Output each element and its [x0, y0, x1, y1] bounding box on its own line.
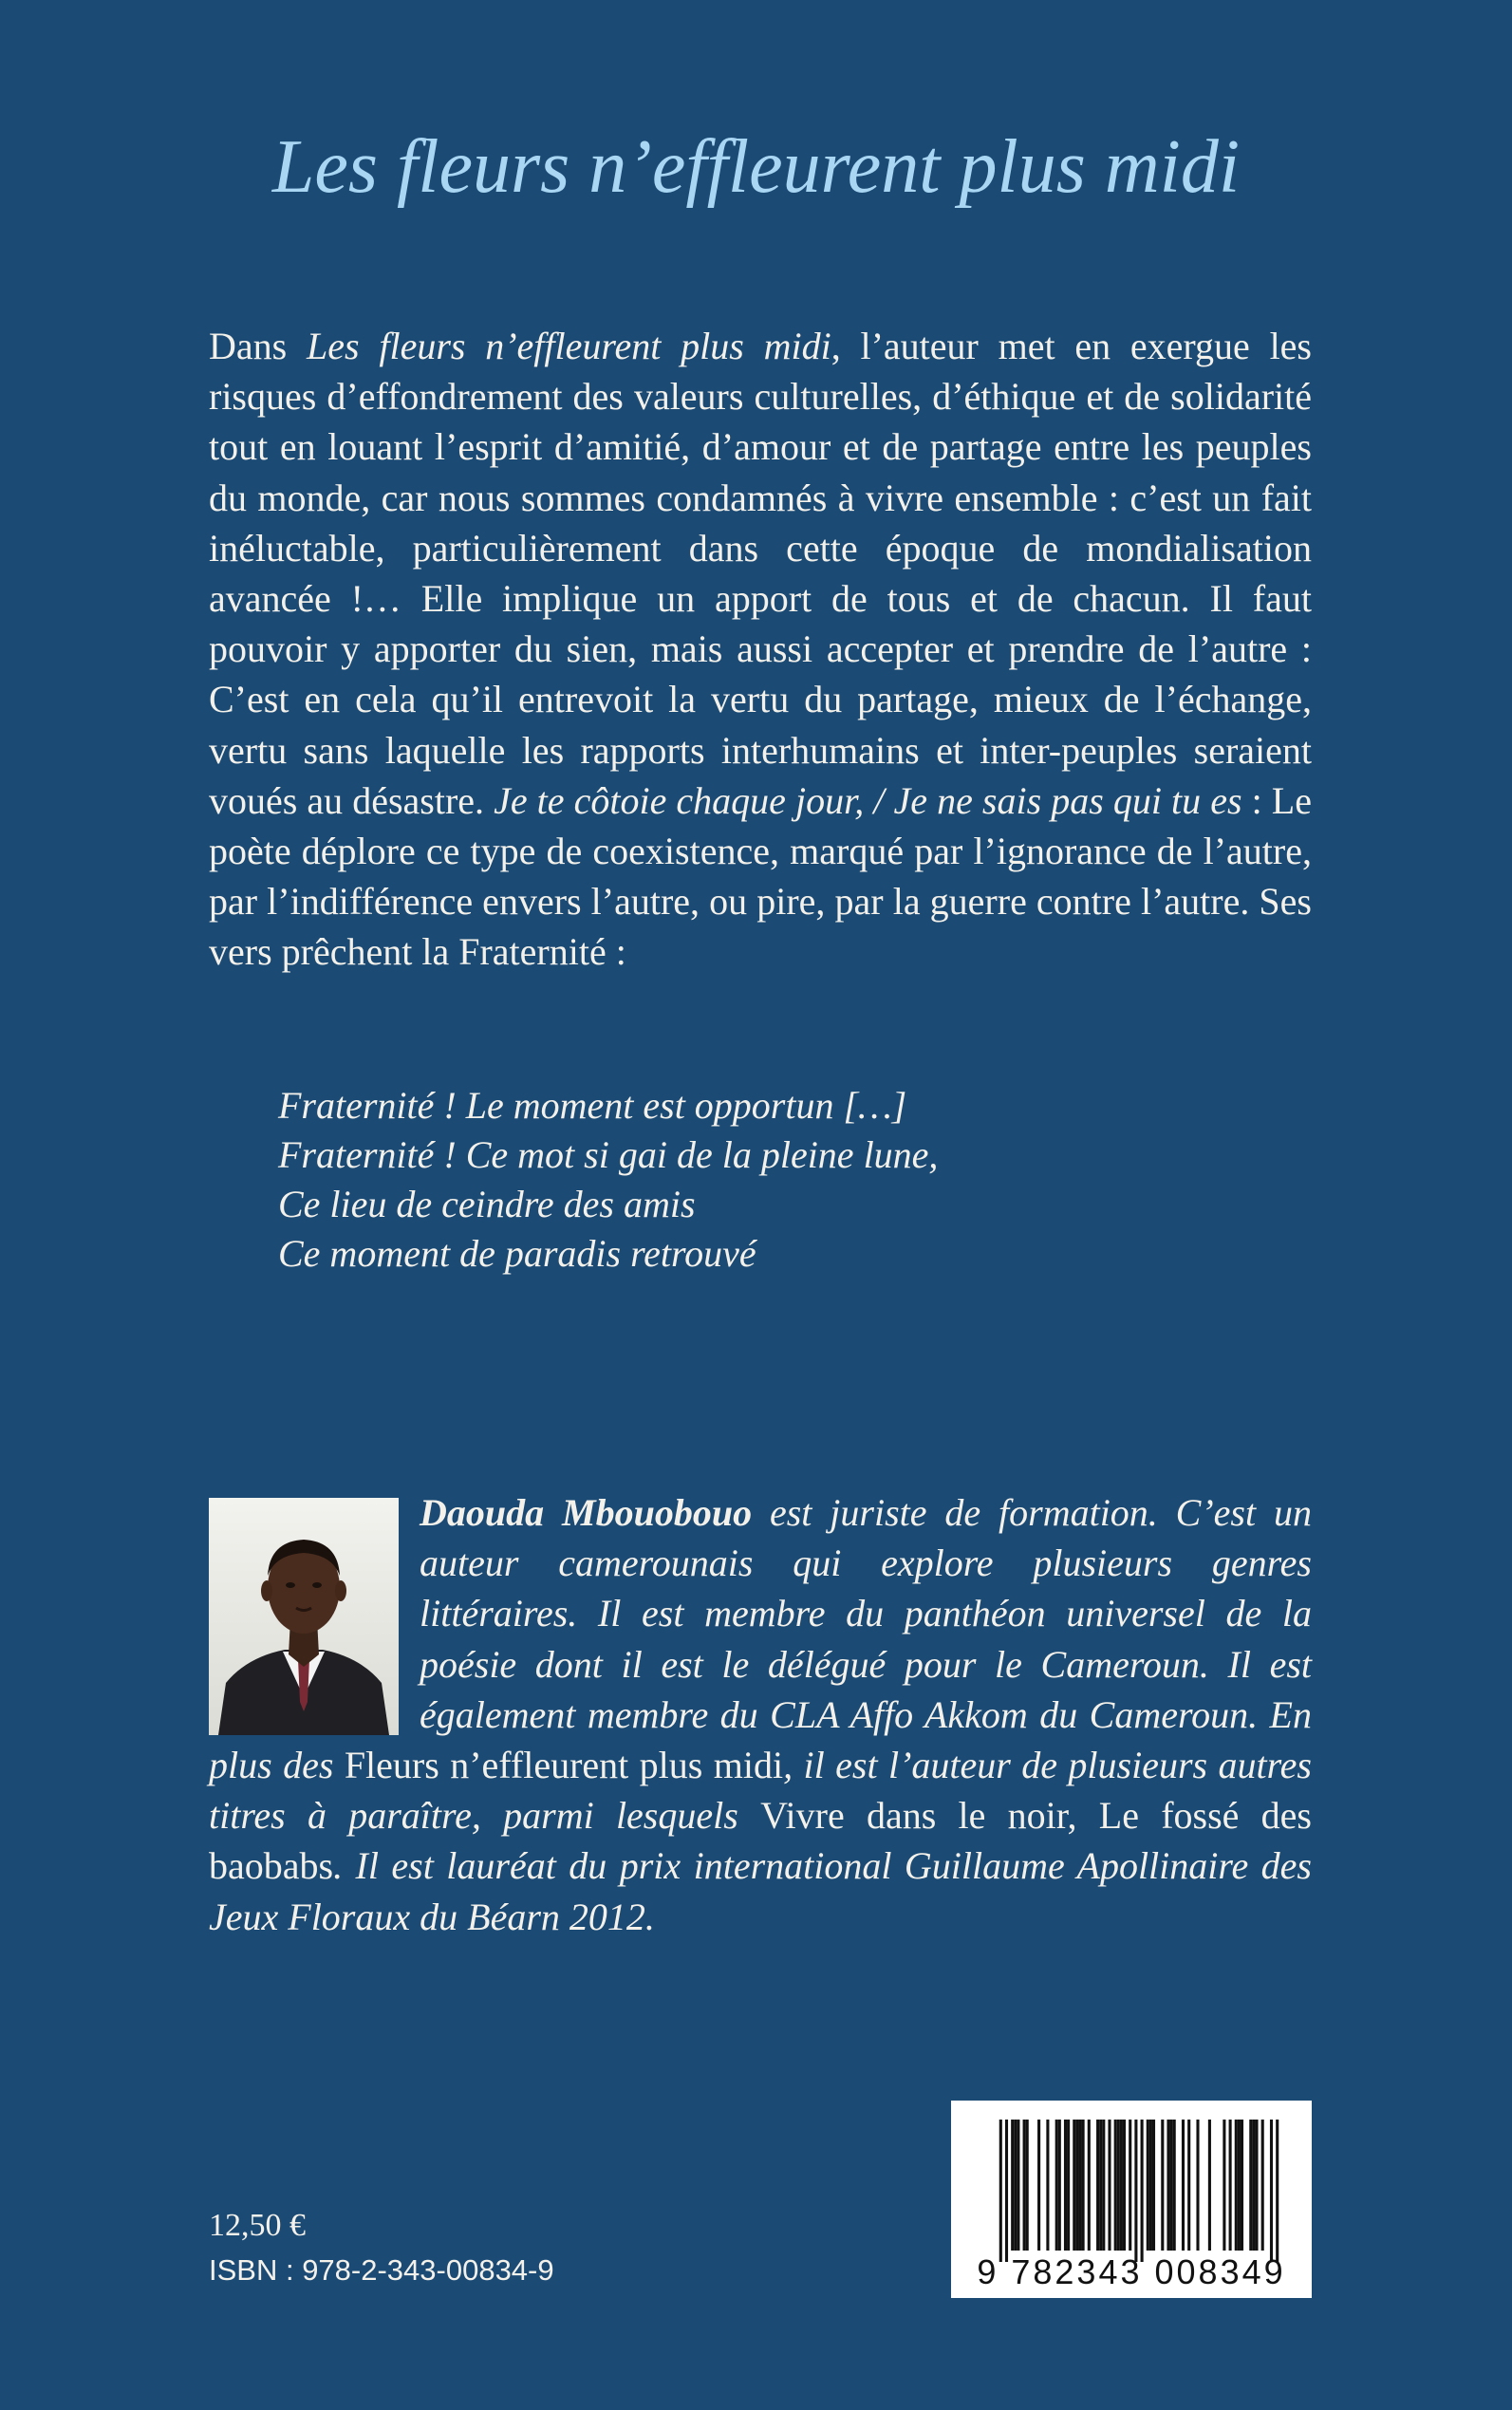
barcode-bar: [1149, 2120, 1152, 2251]
price: 12,50 €: [209, 2208, 306, 2243]
barcode-bar: [1173, 2120, 1176, 2251]
bio-separator: ,: [1067, 1794, 1099, 1838]
barcode-bar: [1134, 2120, 1137, 2262]
barcode-bar: [1235, 2120, 1238, 2251]
barcode-bar: [1167, 2120, 1169, 2251]
barcode-bar: [1078, 2120, 1081, 2251]
barcode-bar: [1073, 2120, 1075, 2251]
bio-part-3: . Il est lauréat du prix international Guillaume Apollinaire des Jeux Floraux du Béarn 2012.: [209, 1844, 1312, 1938]
desc-body-1: , l’auteur met en exergue les risques d’effondrement des valeurs culturelles, d’éthique et de solidarité tout en louant l’esprit d’amitié, d’amour et de partage entre les peuples du monde, car nous sommes condamnés à vivre ensemble : c’est un fait inéluctable, particulièrement dans cette époque de mondialisation avancée !… Elle implique un apport de tous et de chacun. Il faut pouvoir y apporter du sien, mais aussi accepter et prendre de l’autre : C’est en cela qu’il entrevoit la vertu du partage, mieux de l’échange, vertu sans laquelle les rapports interhumains et inter-peuples seraient voués au désastre.: [209, 325, 1312, 822]
bio-part-1: est juriste de formation. C’est un auteur camerounais qui explore plusieurs genres littéraires. Il est membre du panthéon universel de la poésie dont il est le délégué pour le Cameroun. Il est également membre du CLA Affo Akkom du Cameroun. En plus des: [209, 1491, 1312, 1787]
barcode-bar: [1005, 2120, 1008, 2262]
author-name: Daouda Mbouobouo: [420, 1491, 753, 1534]
barcode-bar: [1196, 2120, 1199, 2251]
barcode-bar: [1017, 2120, 1019, 2251]
barcode-bar: [1014, 2120, 1017, 2251]
desc-quote: Je te côtoie chaque jour, / Je ne sais pas qui tu es: [494, 778, 1242, 822]
barcode-bar: [1161, 2120, 1164, 2251]
barcode-bar: [1114, 2120, 1117, 2251]
barcode-bar: [1055, 2120, 1058, 2251]
barcode-bar: [1129, 2120, 1131, 2251]
barcode-bar: [1088, 2120, 1091, 2251]
barcode-bar: [1252, 2120, 1255, 2251]
barcode-bar: [1123, 2120, 1126, 2251]
barcode: [951, 2101, 1312, 2298]
barcode-bar: [1058, 2120, 1061, 2251]
barcode-bar: [1255, 2120, 1258, 2251]
barcode-bar: [1046, 2120, 1049, 2251]
barcode-bar: [1229, 2120, 1232, 2251]
bio-part-2: , il est l’auteur de plusieurs autres titres à paraître, parmi lesquels: [209, 1744, 1312, 1838]
barcode-number: 9 782343 008349: [977, 2252, 1286, 2291]
poem-excerpt: [278, 1081, 1227, 1279]
barcode-bar: [1187, 2120, 1190, 2251]
barcode-bar: [1276, 2120, 1279, 2262]
barcode-bar: [1141, 2120, 1144, 2262]
barcode-bar: [1170, 2120, 1173, 2251]
barcode-bar: [1026, 2120, 1029, 2251]
barcode-bar: [1117, 2120, 1120, 2251]
barcode-bar: [1023, 2120, 1026, 2251]
barcode-bar: [1082, 2120, 1085, 2251]
barcode-bar: [1120, 2120, 1123, 2251]
bio-title-1: Fleurs n’effleurent plus midi: [344, 1744, 784, 1787]
barcode-bar: [1152, 2120, 1155, 2251]
barcode-bar: [1270, 2120, 1273, 2262]
barcode-bar: [1108, 2120, 1111, 2251]
isbn: ISBN : 978-2-343-00834-9: [209, 2253, 554, 2287]
author-biography: [209, 1487, 1312, 1942]
barcode-bar: [1075, 2120, 1078, 2251]
desc-body-2: : Le poète déplore ce type de coexistence, marqué par l’ignorance de l’autre, par l’indifférence envers l’autre, ou pire, par la guerre contre l’autre. Ses vers prêchent la Fraternité :: [209, 778, 1312, 974]
desc-book-title: Les fleurs n’effleurent plus midi: [307, 325, 831, 367]
barcode-bar: [1241, 2120, 1243, 2251]
barcode-bar: [1102, 2120, 1105, 2251]
barcode-bar: [1096, 2120, 1099, 2251]
poem-line: Fraternité ! Ce mot si gai de la pleine lune,: [278, 1133, 939, 1176]
barcode-bar: [1223, 2120, 1225, 2251]
poem-line: Ce moment de paradis retrouvé: [278, 1232, 756, 1275]
poem-line: Fraternité ! Le moment est opportun […]: [278, 1084, 907, 1127]
desc-intro: Dans: [209, 325, 307, 367]
barcode-bar: [999, 2120, 1002, 2262]
barcode-bar: [1037, 2120, 1040, 2251]
barcode-bar: [1064, 2120, 1067, 2251]
poem-line: Ce lieu de ceindre des amis: [278, 1183, 696, 1225]
barcode-bar: [1261, 2120, 1264, 2251]
barcode-bar: [1249, 2120, 1252, 2251]
book-description: [209, 321, 1312, 978]
bio-title-3: Le fossé des baobabs: [209, 1794, 1312, 1888]
photo-spacer: [209, 1487, 420, 1739]
barcode-bar: [1208, 2120, 1211, 2251]
book-title: Les fleurs n’effleurent plus midi: [271, 125, 1241, 209]
barcode-bar: [1099, 2120, 1102, 2251]
barcode-bar: [1182, 2120, 1185, 2251]
barcode-bar: [1147, 2120, 1149, 2251]
bio-title-2: Vivre dans le noir: [760, 1794, 1068, 1838]
barcode-bar: [1067, 2120, 1070, 2251]
barcode-bar: [1011, 2120, 1014, 2251]
barcode-bar: [1238, 2120, 1241, 2251]
